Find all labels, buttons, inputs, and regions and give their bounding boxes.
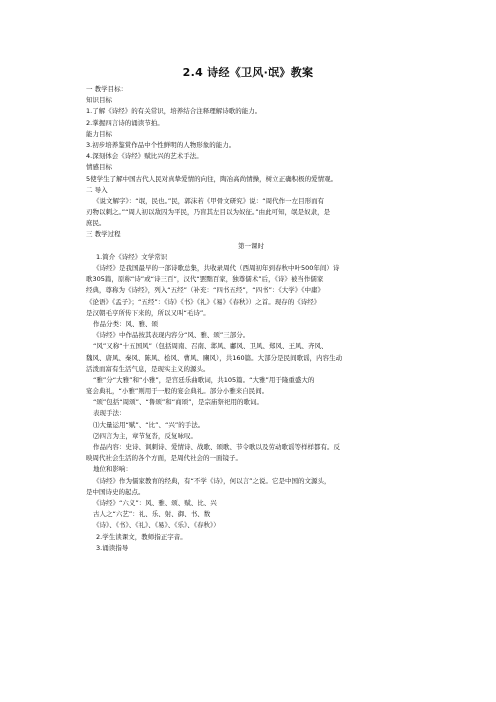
text-line: 3.初步培养鉴赏作品中个性鲜明的人物形象的能力。 [86, 140, 236, 149]
text-line: 歌305篇，原称“诗”或“诗三百”，汉代“罢黜百家，独尊儒术”后，《诗》被当作儒家 [86, 275, 324, 284]
text-line: 作品分类：风、雅、颂 [93, 319, 158, 328]
text-line: 能力目标 [86, 129, 112, 138]
text-line: 《诗》、《书》、《礼》、《易》、《乐》、《春秋》） [93, 521, 220, 530]
text-line: 3.诵读指导 [96, 543, 129, 552]
text-line: 4.深刻体会《诗经》赋比兴的艺术手法。 [86, 152, 203, 161]
text-line: 是中国诗史的起点。 [86, 487, 145, 496]
text-line: 情感目标 [86, 163, 112, 172]
text-line: 《说文解字》：“氓，民也。”民，郭沫若《甲骨文研究》说：“周代作一左目形而有 [93, 196, 325, 205]
text-line: 第一课时 [238, 241, 264, 250]
text-line: 是汉朝毛亨所传下来的，所以又叫“毛诗”。 [86, 308, 210, 317]
text-line: 活泼而富有生活气息，是现实主义的源头。 [86, 364, 210, 373]
text-line: 作品内容：史诗、讽刺诗、爱情诗、战歌、颂歌、节令歌以及劳动歌谣等样样都有。反 [93, 443, 340, 451]
text-line: 映周代社会生活的各个方面，是周代社会的一面镜子。 [86, 454, 242, 463]
text-line: 刃物以刺之。”“周人初以敌囚为平民，乃盲其左目以为奴征。”由此可知，氓是奴隶，是 [86, 208, 331, 217]
text-line: ⑵四言为主，章节复沓，反复咏叹。 [93, 431, 197, 440]
text-line: 1.简介《诗经》文学常识 [96, 252, 168, 261]
text-line: 2.学生读课文，教师指正字音。 [96, 532, 187, 541]
text-line: 三 教学过程 [86, 230, 121, 239]
text-line: 《诗经》“六义”：风、雅、颂、赋、比、兴 [93, 498, 217, 507]
text-line: 1.了解《诗经》的有关常识，培养结合注释理解诗歌的能力。 [86, 107, 262, 116]
text-line: 古人之“六艺”：礼、乐、射、御、书、数 [93, 510, 211, 519]
text-line: “颂”包括“周颂”、“鲁颂”和“商颂”，是宗庙祭祀用的歌词。 [93, 398, 263, 407]
text-line: 二 导入 [86, 185, 108, 194]
text-line: 魏风、唐风、秦风、陈风、桧风、曹风、豳风），共160篇。大部分是民间歌谣，内容生动 [86, 353, 343, 362]
text-line: 知识目标 [86, 96, 112, 105]
document-title: 2.4 诗经《卫风·氓》教案 [182, 66, 314, 79]
text-line: “雅”分“大雅”和“小雅”，是宫廷乐曲歌词，共105篇。“大雅”用于隆重盛大的 [93, 375, 315, 384]
text-line: 表现手法： [93, 409, 126, 418]
text-line: 5使学生了解中国古代人民对真挚爱情的向往，陶冶高尚情操，树立正确积极的爱情观。 [86, 174, 338, 183]
document-body [86, 84, 416, 554]
text-line: 经典，尊称为《诗经》，列入“五经”（补充：“四书五经”，“四书”：《大学》《中庸》 [86, 286, 324, 295]
text-line: 《论语》《孟子》；“五经”：《诗》《书》《礼》《易》《春秋》）之首。现存的《诗经》 [86, 297, 321, 306]
text-line: “风”又称“十五国风”（包括周南、召南、邶风、鄘风、卫风、郑风、王风、齐风、 [93, 342, 328, 351]
text-line: 《诗经》作为儒家教育的经典，有“不学《诗》，何以言”之说。它是中国的文源头， [93, 476, 331, 485]
text-line: 宴会典礼，“小雅”则用于一般的宴会典礼。部分小雅来自民间。 [86, 387, 269, 396]
text-line: 《诗经》是我国最早的一部诗歌总集，共收录周代（西周初年到春秋中叶500年间）诗 [93, 264, 340, 272]
text-line: 庶民。 [86, 219, 106, 228]
text-line: 《诗经》中作品按其表现内容分“风、雅、颂”三部分。 [93, 331, 250, 340]
text-line: 一 教学目标： [86, 85, 128, 93]
text-line: ⑴大量运用“赋”、“比”、“兴”的手法。 [93, 420, 205, 429]
text-line: 2.掌握四言诗的诵读节拍。 [86, 118, 164, 127]
text-line: 地位和影响： [93, 465, 132, 474]
